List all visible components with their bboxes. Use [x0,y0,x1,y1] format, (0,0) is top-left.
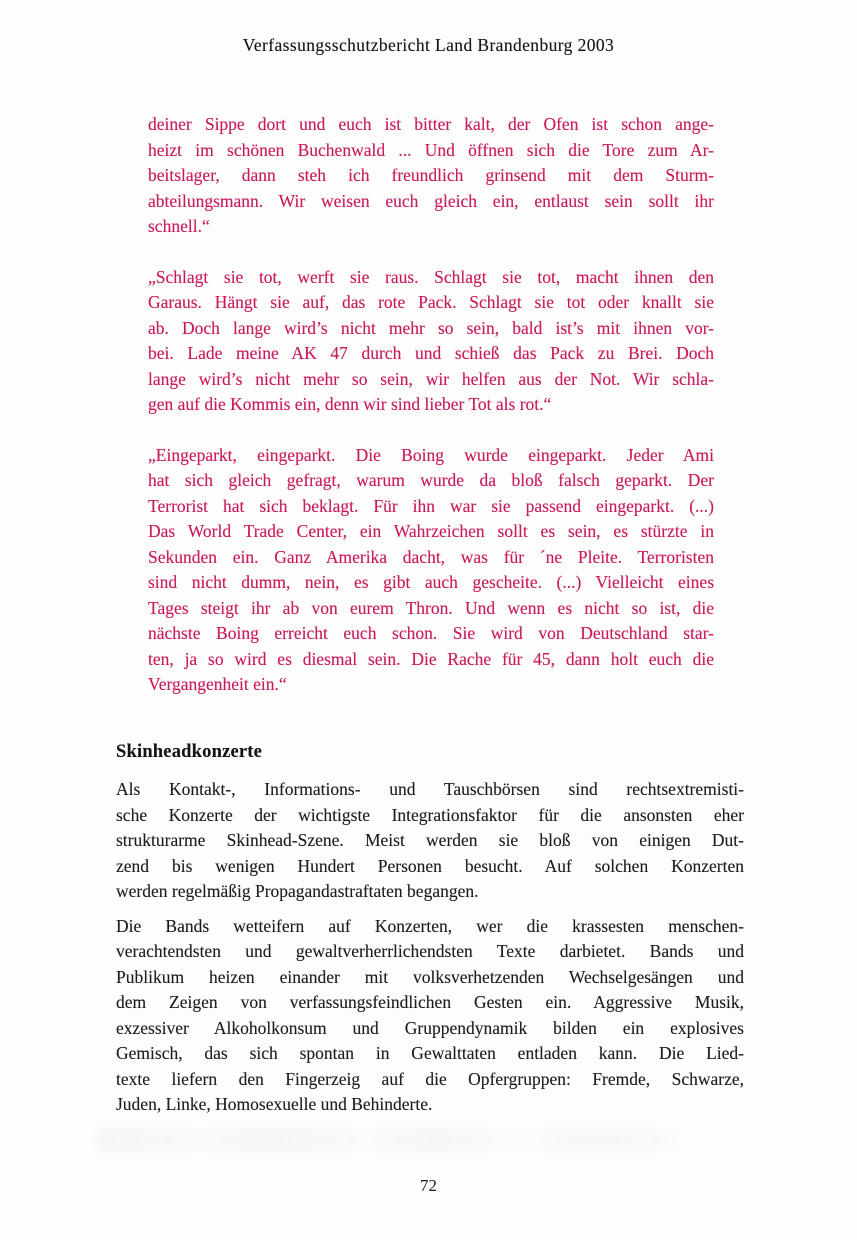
text-line: „Schlagt sie tot, werft sie raus. Schlagt sie tot, macht ihnen den [148,266,714,287]
text-line: gen auf die Kommis ein, denn wir sind lieber Tot als rot.“ [148,394,552,414]
text-line: Publikum heizen einander mit volksverhetzenden Wechselgesängen und [116,966,744,987]
text-line: lange wird’s nicht mehr so sein, wir helfen aus der Not. Wir schla- [148,368,714,389]
text-line: Gemisch, das sich spontan in Gewalttaten entladen kann. Die Lied- [116,1043,744,1063]
text-line: Tages steigt ihr ab von eurem Thron. Und wenn es nicht so ist, die [148,597,714,618]
text-line: sche Konzerte der wichtigste Integrationsfaktor für die ansonsten eher [116,804,744,825]
body-paragraph-1 [116,777,744,905]
text-line: abteilungsmann. Wir weisen euch gleich ein, entlaust sein sollt ihr [148,190,714,211]
section-heading: Skinheadkonzerte [116,742,263,762]
text-line: Vergangenheit ein.“ [148,674,287,694]
text-line: dem Zeigen von verfassungsfeindlichen Gesten ein. Aggressive Musik, [116,992,744,1012]
text-line: Die Bands wetteifern auf Konzerten, wer die krassesten menschen- [116,915,744,936]
text-line: ab. Doch lange wird’s nicht mehr so sein, bald ist’s mit ihnen vor- [148,317,714,338]
text-line: beitslager, dann steh ich freundlich grinsend mit dem Sturm- [148,165,714,185]
text-line: strukturarme Skinhead-Szene. Meist werden sie bloß von einigen Dut- [116,830,744,850]
page-number: 72 [420,1176,437,1195]
text-line: sind nicht dumm, nein, es gibt auch gescheite. (...) Vielleicht eines [148,572,714,592]
text-line: hat sich gleich gefragt, warum wurde da bloß falsch geparkt. Der [148,470,714,490]
text-line: exzessiver Alkoholkonsum und Gruppendynamik bilden ein explosives [116,1017,744,1038]
text-line: nächste Boing erreicht euch schon. Sie wird von Deutschland star- [148,623,714,643]
quote-block [148,112,714,698]
text-line: Sekunden ein. Ganz Amerika dacht, was für ´ne Pleite. Terroristen [148,546,714,567]
text-line: heizt im schönen Buchenwald ... Und öffnen sich die Tore zum Ar- [148,139,714,160]
text-line: Terrorist hat sich beklagt. Für ihn war sie passend eingeparkt. (...) [148,495,714,516]
text-line: „Eingeparkt, eingeparkt. Die Boing wurde eingeparkt. Jeder Ami [148,444,714,465]
text-line: zend bis wenigen Hundert Personen besucht. Auf solchen Konzerten [116,855,744,876]
text-line: texte liefern den Fingerzeig auf die Opfergruppen: Fremde, Schwarze, [116,1068,744,1089]
scan-bleedthrough-artifact [98,1128,678,1152]
page-header: Verfassungsschutzbericht Land Brandenburg 2003 [242,35,615,55]
text-line: werden regelmäßig Propagandastraftaten begangen. [116,881,479,901]
text-line: Juden, Linke, Homosexuelle und Behinderte. [116,1094,433,1114]
quote-paragraph-2 [148,265,714,418]
text-line: verachtendsten und gewaltverherrlichendsten Texte darbietet. Bands und [116,941,744,961]
quote-paragraph-1 [148,112,714,240]
text-line: Garaus. Hängt sie auf, das rote Pack. Schlagt sie tot oder knallt sie [148,292,714,312]
text-line: Das World Trade Center, ein Wahrzeichen sollt es sein, es stürzte in [148,521,714,541]
text-line: ten, ja so wird es diesmal sein. Die Rache für 45, dann holt euch die [148,648,714,669]
body-text-block [116,777,744,1118]
body-paragraph-2 [116,914,744,1118]
text-line: deiner Sippe dort und euch ist bitter kalt, der Ofen ist schon ange- [148,114,714,134]
quote-paragraph-3 [148,443,714,698]
text-line: schnell.“ [148,216,210,236]
text-line: Als Kontakt-, Informations- und Tauschbörsen sind rechtsextremisti- [116,779,744,799]
text-line: bei. Lade meine AK 47 durch und schieß das Pack zu Brei. Doch [148,343,714,363]
